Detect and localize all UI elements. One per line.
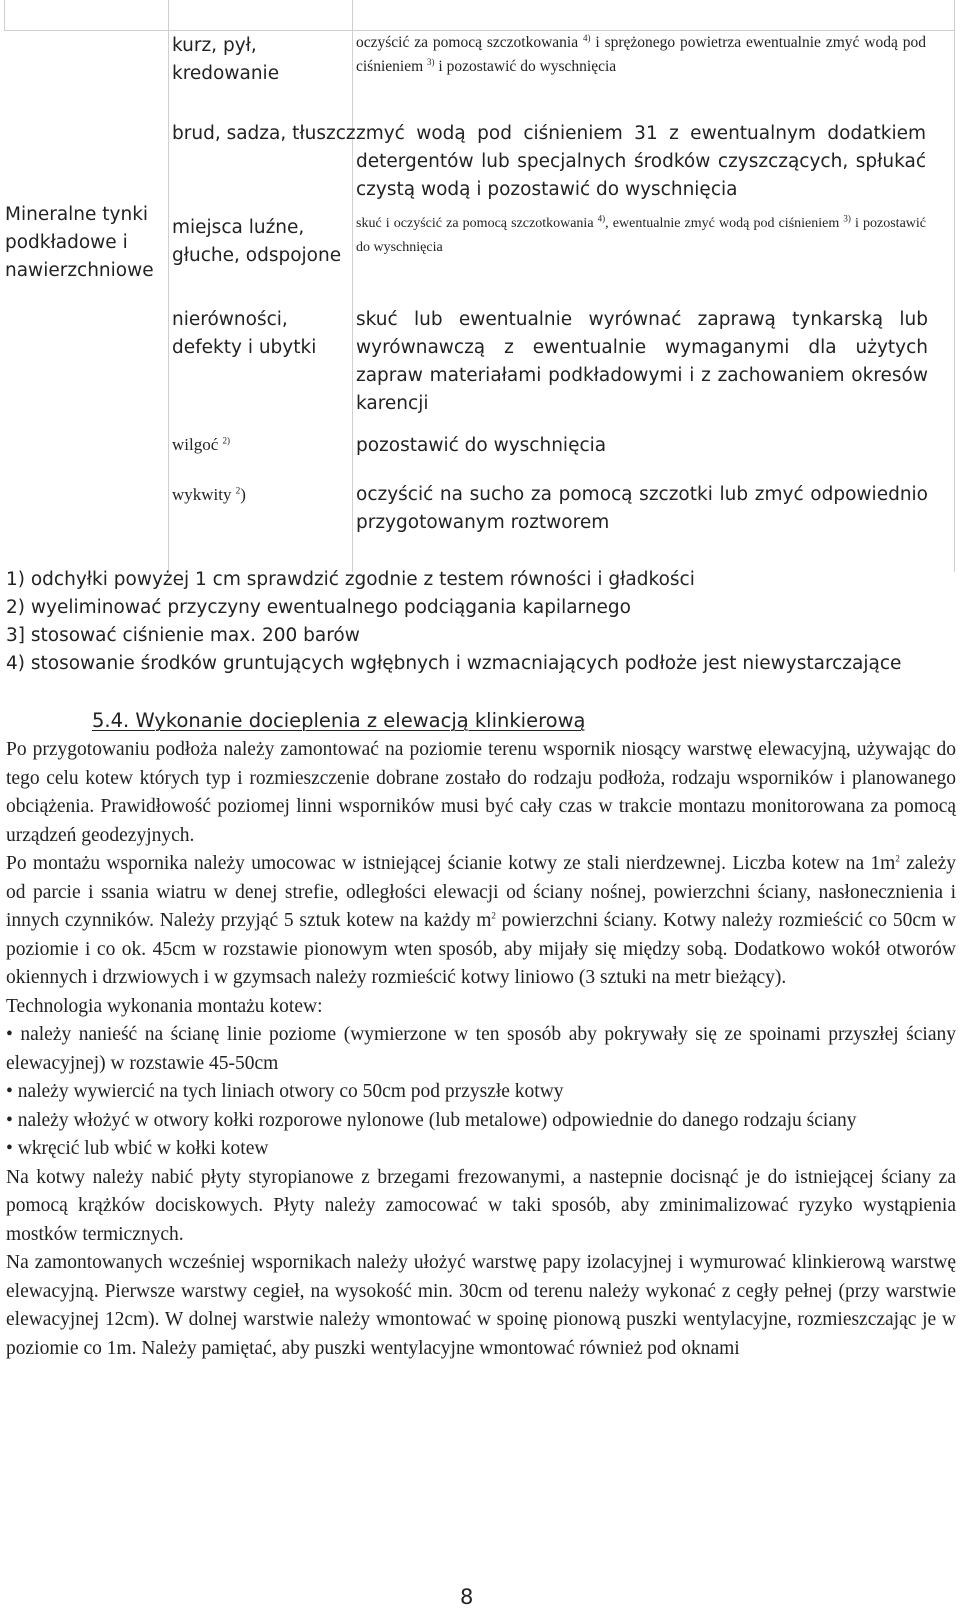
paragraph-text: powierzchni ściany. Kotwy należy rozmieścić co 50cm w poziomie i co ok. 45cm w rozstawie pionowym wten sposób, aby mijały się między sobą. Dodatkowo wokół otworów okiennych i drzwiowych i w gzymsach należy rozmieścić kotwy liniowo (3 sztuki na metr bieżący). <box>6 910 956 988</box>
paragraph: Technologia wykonania montażu kotew: <box>6 995 323 1017</box>
footnote-ref: 3) <box>427 56 435 67</box>
remedy-cell: skuć lub ewentualnie wyrównać zaprawą tynkarską lub wyrównawczą z ewentualnie wymaganymi dla użytych zapraw materiałami podkładowymi i z zachowaniem okresów karencji <box>356 309 928 414</box>
paragraph: Na kotwy należy nabić płyty styropianowe z brzegami frezowanymi, a nastepnie docisnąć je do istniejącej ściany za pomocą krążków dociskowych. Płyty należy zamocować w taki sposób, aby zminimalizować ryzyko wystąpienia mostków termicznych. <box>6 1166 956 1245</box>
table-border <box>954 0 955 572</box>
problem-cell: brud, sadza, tłuszcz <box>172 123 356 144</box>
paragraph: Po przygotowaniu podłoża należy zamontować na poziomie terenu wspornik niosący warstwę elewacyjną, używając do tego celu kotew których typ i rozmieszczenie dobrane zostało do rodzaju podłoża, rodzaju wsporników i planowanego obciążenia. Prawidłowość poziomej linni wsporników musi być cały czas w trakcie montazu monitorowana za pomocą urządzeń geodezyjnych. <box>6 739 956 846</box>
problem-text: wykwity <box>172 485 232 504</box>
list-item: • należy włożyć w otwory kołki rozporowe nylonowe (lub metalowe) odpowiednie do danego rodzaju ściany <box>6 1109 857 1131</box>
list-item: • należy nanieść na ścianę linie poziome (wymierzone w ten sposób aby pokrywały się ze spoinami przyszłej ściany elewacyjnej) w rozstawie 45-50cm <box>6 1024 956 1074</box>
footnote-ref: 3) <box>843 213 851 224</box>
footnote: 2) wyeliminować przyczyny ewentualnego podciągania kapilarnego <box>6 597 631 618</box>
problem-cell: miejsca luźne, głuche, odspojone <box>172 217 342 266</box>
paragraph <box>6 850 956 993</box>
problem-text: ) <box>240 485 246 504</box>
remedy-cell <box>356 31 926 79</box>
paragraph-text: zależy od parcie i ssania wiatru w denej strefie, odległości elewacji od ściany nośnej, powierzchni ściany, nasłonecznienia i innych czynników. Należy przyjąć 5 sztuk kotew na każdy m <box>6 853 956 931</box>
remedy-text: oczyścić za pomocą szczotkowania <box>356 34 583 51</box>
superscript: 2 <box>491 910 496 921</box>
problem-cell <box>172 431 342 459</box>
problem-text: wilgoć <box>172 435 219 454</box>
remedy-cell: zmyć wodą pod ciśnieniem 31 z ewentualnym dodatkiem detergentów lub specjalnych środków czyszczących, spłukać czystą wodą i pozostawić do wyschnięcia <box>356 123 926 200</box>
remedy-cell: oczyścić na sucho za pomocą szczotki lub zmyć odpowiednio przygotowanym roztworem <box>356 484 928 533</box>
section-heading: 5.4. Wykonanie docieplenia z elewacją klinkierową <box>92 709 586 732</box>
table-border <box>168 0 169 572</box>
remedy-cell: pozostawić do wyschnięcia <box>356 435 607 456</box>
paragraph-text: Po montażu wspornika należy umocowac w istniejącej ścianie kotwy ze stali nierdzewnej. Liczba kotew na 1m <box>6 853 896 874</box>
page-number: 8 <box>460 1585 474 1609</box>
superscript: 2 <box>895 853 900 864</box>
remedy-text: i sprężonego powietrza ewentualnie zmyć wodą pod ciśnieniem <box>356 34 926 75</box>
problem-cell <box>172 481 342 509</box>
paragraph: Na zamontowanych wcześniej wspornikach należy ułożyć warstwę papy izolacyjnej i wymurować klinkierową warstwę elewacyjną. Pierwsze warstwy cegieł, na wysokość min. 30cm od terenu należy wykonać z cegły pełnej (przy warstwie elewacyjnej 12cm). W dolnej warstwie należy wmontować w spoinę pionową puszki wentylacyjne, rozmieszczając je w poziomie co 1m. Należy pamiętać, aby puszki wentylacyjne wmontować również pod oknami <box>6 1252 956 1359</box>
problem-cell: kurz, pył, kredowanie <box>172 35 280 84</box>
remedy-cell <box>356 212 926 260</box>
table-border <box>4 0 5 30</box>
remedy-text: skuć i oczyścić za pomocą szczotkowania <box>356 216 598 231</box>
remedy-text: i pozostawić do wyschnięcia <box>434 58 617 75</box>
remedy-text: i pozostawić do wyschnięcia <box>356 216 926 255</box>
footnote-ref: 4) <box>582 32 591 43</box>
list-item: • należy wywiercić na tych liniach otwory co 50cm pod przyszłe kotwy <box>6 1081 564 1102</box>
table-border <box>352 0 353 572</box>
cleaning-table <box>0 0 960 576</box>
footnote: 1) odchyłki powyżej 1 cm sprawdzić zgodnie z testem równości i gładkości <box>6 569 695 590</box>
footnote-ref: 4) <box>597 213 606 224</box>
list-item: • wkręcić lub wbić w kołki kotew <box>6 1138 269 1159</box>
remedy-text: , ewentualnie zmyć wodą pod ciśnieniem <box>605 216 844 231</box>
footnote: 4) stosowanie środków gruntujących wgłębnych i wzmacniających podłoże jest niewystarczające <box>6 653 902 674</box>
group-label: Mineralne tynki podkładowe i nawierzchniowe <box>5 204 154 281</box>
footnote-ref: 2 <box>235 485 241 496</box>
footnote-ref: 2) <box>222 435 231 446</box>
footnote: 3] stosować ciśnienie max. 200 barów <box>6 625 360 646</box>
problem-cell: nierówności, defekty i ubytki <box>172 309 317 358</box>
body-text <box>6 736 956 1363</box>
